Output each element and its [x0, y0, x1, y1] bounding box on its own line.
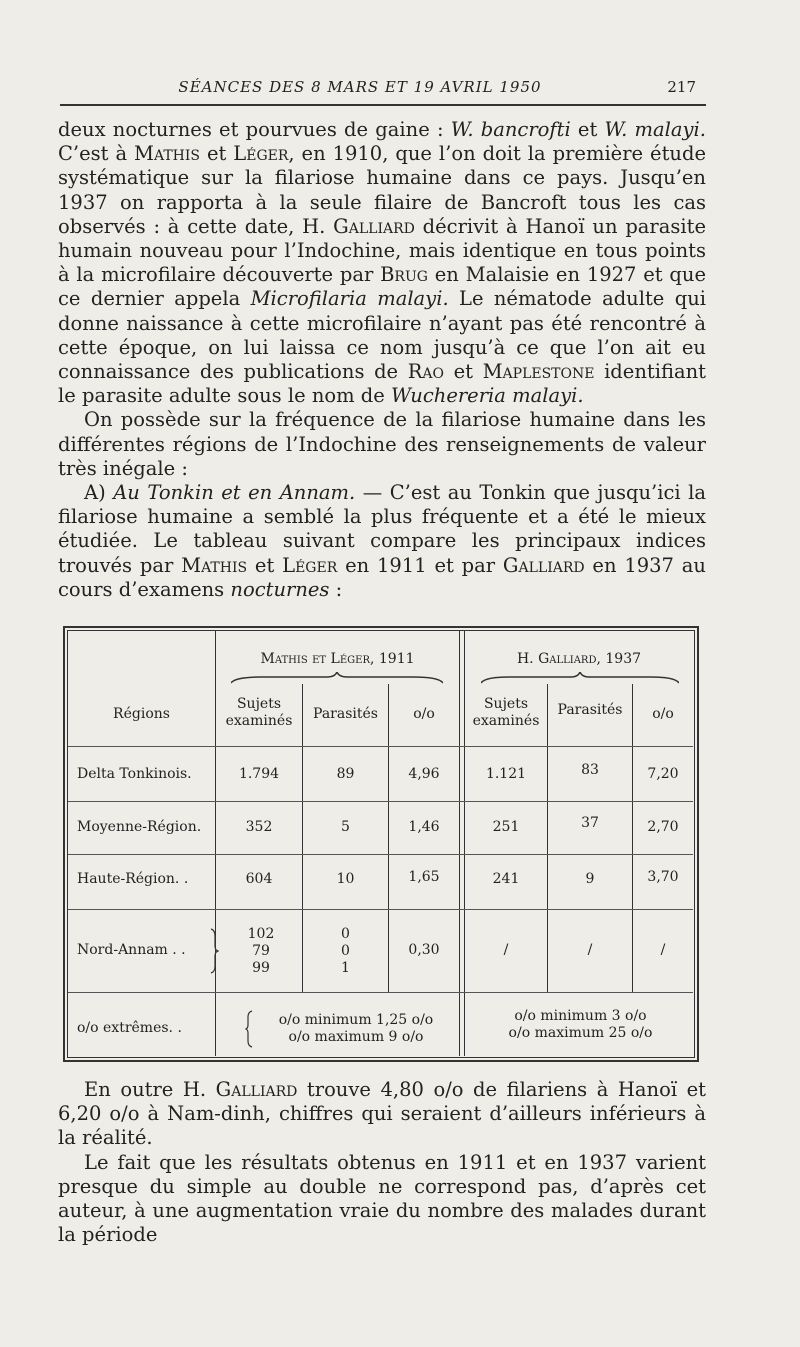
col-header-pct: o/o — [413, 706, 435, 722]
author-name: Galliard — [215, 1078, 298, 1101]
emphasis: nocturnes — [230, 577, 330, 601]
row-divider — [68, 992, 693, 993]
col-header-parasites: Parasités — [557, 702, 623, 718]
paragraph-2: On possède sur la fréquence de la filariose humaine dans les différentes régions de l’Indochine des renseignements de valeur très inégale : — [58, 408, 706, 480]
species-name: Wuchereria malayi. — [391, 384, 584, 408]
author-name: Rao — [407, 360, 444, 384]
row-divider — [68, 801, 693, 802]
table-frame-inner — [67, 630, 695, 1058]
author-name: Mathis — [134, 142, 201, 166]
header-title: SÉANCES DES 8 MARS ET 19 AVRIL 1950 — [178, 78, 542, 96]
paragraph-1: deux nocturnes et pourvues de gaine : W. bancrofti et W. malayi. C’est à Mathis et Léger, en 1910, que l’on doit la première étude systématique sur la filariose humaine dans ce pays. Jusqu’en 1937 on rapporta à la seule filaire de Bancroft tous les cas observés : à cette date, H. Galliard décrivit à Hanoï un parasite humain nouveau pour l’Indochine, mais identique en tous points à la microfilaire découverte par Brug en Malaisie en 1927 et que ce dernier appela Microfilaria malayi. Le nématode adulte qui donne naissance à cette microfilaire n’ayant pas été rencontré à cette époque, on lui laissa ce nom jusqu’à ce que l’on ait eu connaissance des publications de Rao et Maplestone identifiant le parasite adulte sous le nom de Wuchereria malayi. — [58, 118, 706, 408]
filariasis-table: Mathis et Léger, 1911 H. Galliard, 1937 Régions Sujets examinés Parasités o/o Sujets examinés Parasités o/o Delta Tonkinois. 1.794 89 4,96 1.121 83 7,20 Moyenne-Région. 352 5 1,46 251 37 2,70 Haute-Région. . 604 10 1,65 241 9 3,70 Nord-Annam . . 102 79 99 0 0 1 0,30 / / / o/o extrêmes. . o/o minimum 1,25 o/o o/o maximum 9 o/o o/o minimum 3 o/o o/o maximum 25 o/o — [63, 626, 699, 1062]
col-header-sujets: Sujets examinés — [472, 696, 540, 729]
author-name: Léger — [233, 142, 289, 166]
group-header-mathis-leger: Mathis et Léger, 1911 — [260, 651, 415, 667]
row-divider — [68, 854, 693, 855]
author-name: Maplestone — [482, 360, 595, 384]
body-text-bottom — [58, 1078, 706, 1247]
author-name: Mathis — [181, 553, 248, 577]
author-name: Galliard — [502, 553, 585, 577]
paragraph-5: Le fait que les résultats obtenus en 1911 et en 1937 varient presque du simple au double ne correspond pas, d’après cet auteur, à une augmentation vraie du nombre des malades durant la période — [58, 1150, 706, 1247]
col-header-regions: Régions — [113, 706, 170, 722]
group-header-galliard: H. Galliard, 1937 — [516, 651, 642, 667]
section-heading: Au Tonkin et en Annam. — [113, 481, 356, 505]
paragraph-4: En outre H. Galliard trouve 4,80 o/o de filariens à Hanoï et 6,20 o/o à Nam-dinh, chiffres qui seraient d’ailleurs inférieurs à la réalité. — [58, 1078, 707, 1150]
author-name: Brug — [380, 263, 428, 287]
body-text-top — [58, 118, 706, 602]
brace-icon — [209, 928, 219, 974]
group-brace — [481, 672, 679, 684]
species-name: W. malayi. — [604, 118, 706, 141]
running-header — [60, 76, 700, 100]
col-header-sujets: Sujets examinés — [225, 696, 293, 729]
author-name: Léger — [282, 553, 338, 577]
group-brace — [231, 672, 443, 684]
row-divider — [68, 746, 693, 747]
col-header-parasites: Parasités — [313, 706, 378, 722]
row-divider — [68, 909, 693, 910]
author-name: Galliard — [333, 214, 415, 238]
header-rule — [60, 104, 706, 106]
brace-icon — [245, 1010, 253, 1048]
col-header-pct: o/o — [652, 706, 674, 722]
species-name: W. bancrofti — [450, 118, 571, 141]
species-name: Microfilaria malayi. — [250, 287, 449, 311]
page-number: 217 — [667, 78, 696, 96]
paragraph-3: A) Au Tonkin et en Annam. — C’est au Tonkin que jusqu’ici la filariose humaine a semblé la plus fréquente et a été le mieux étudiée. Le tableau suivant compare les principaux indices trouvés par Mathis et Léger en 1911 et par Galliard en 1937 au cours d’examens nocturnes : — [58, 481, 707, 601]
